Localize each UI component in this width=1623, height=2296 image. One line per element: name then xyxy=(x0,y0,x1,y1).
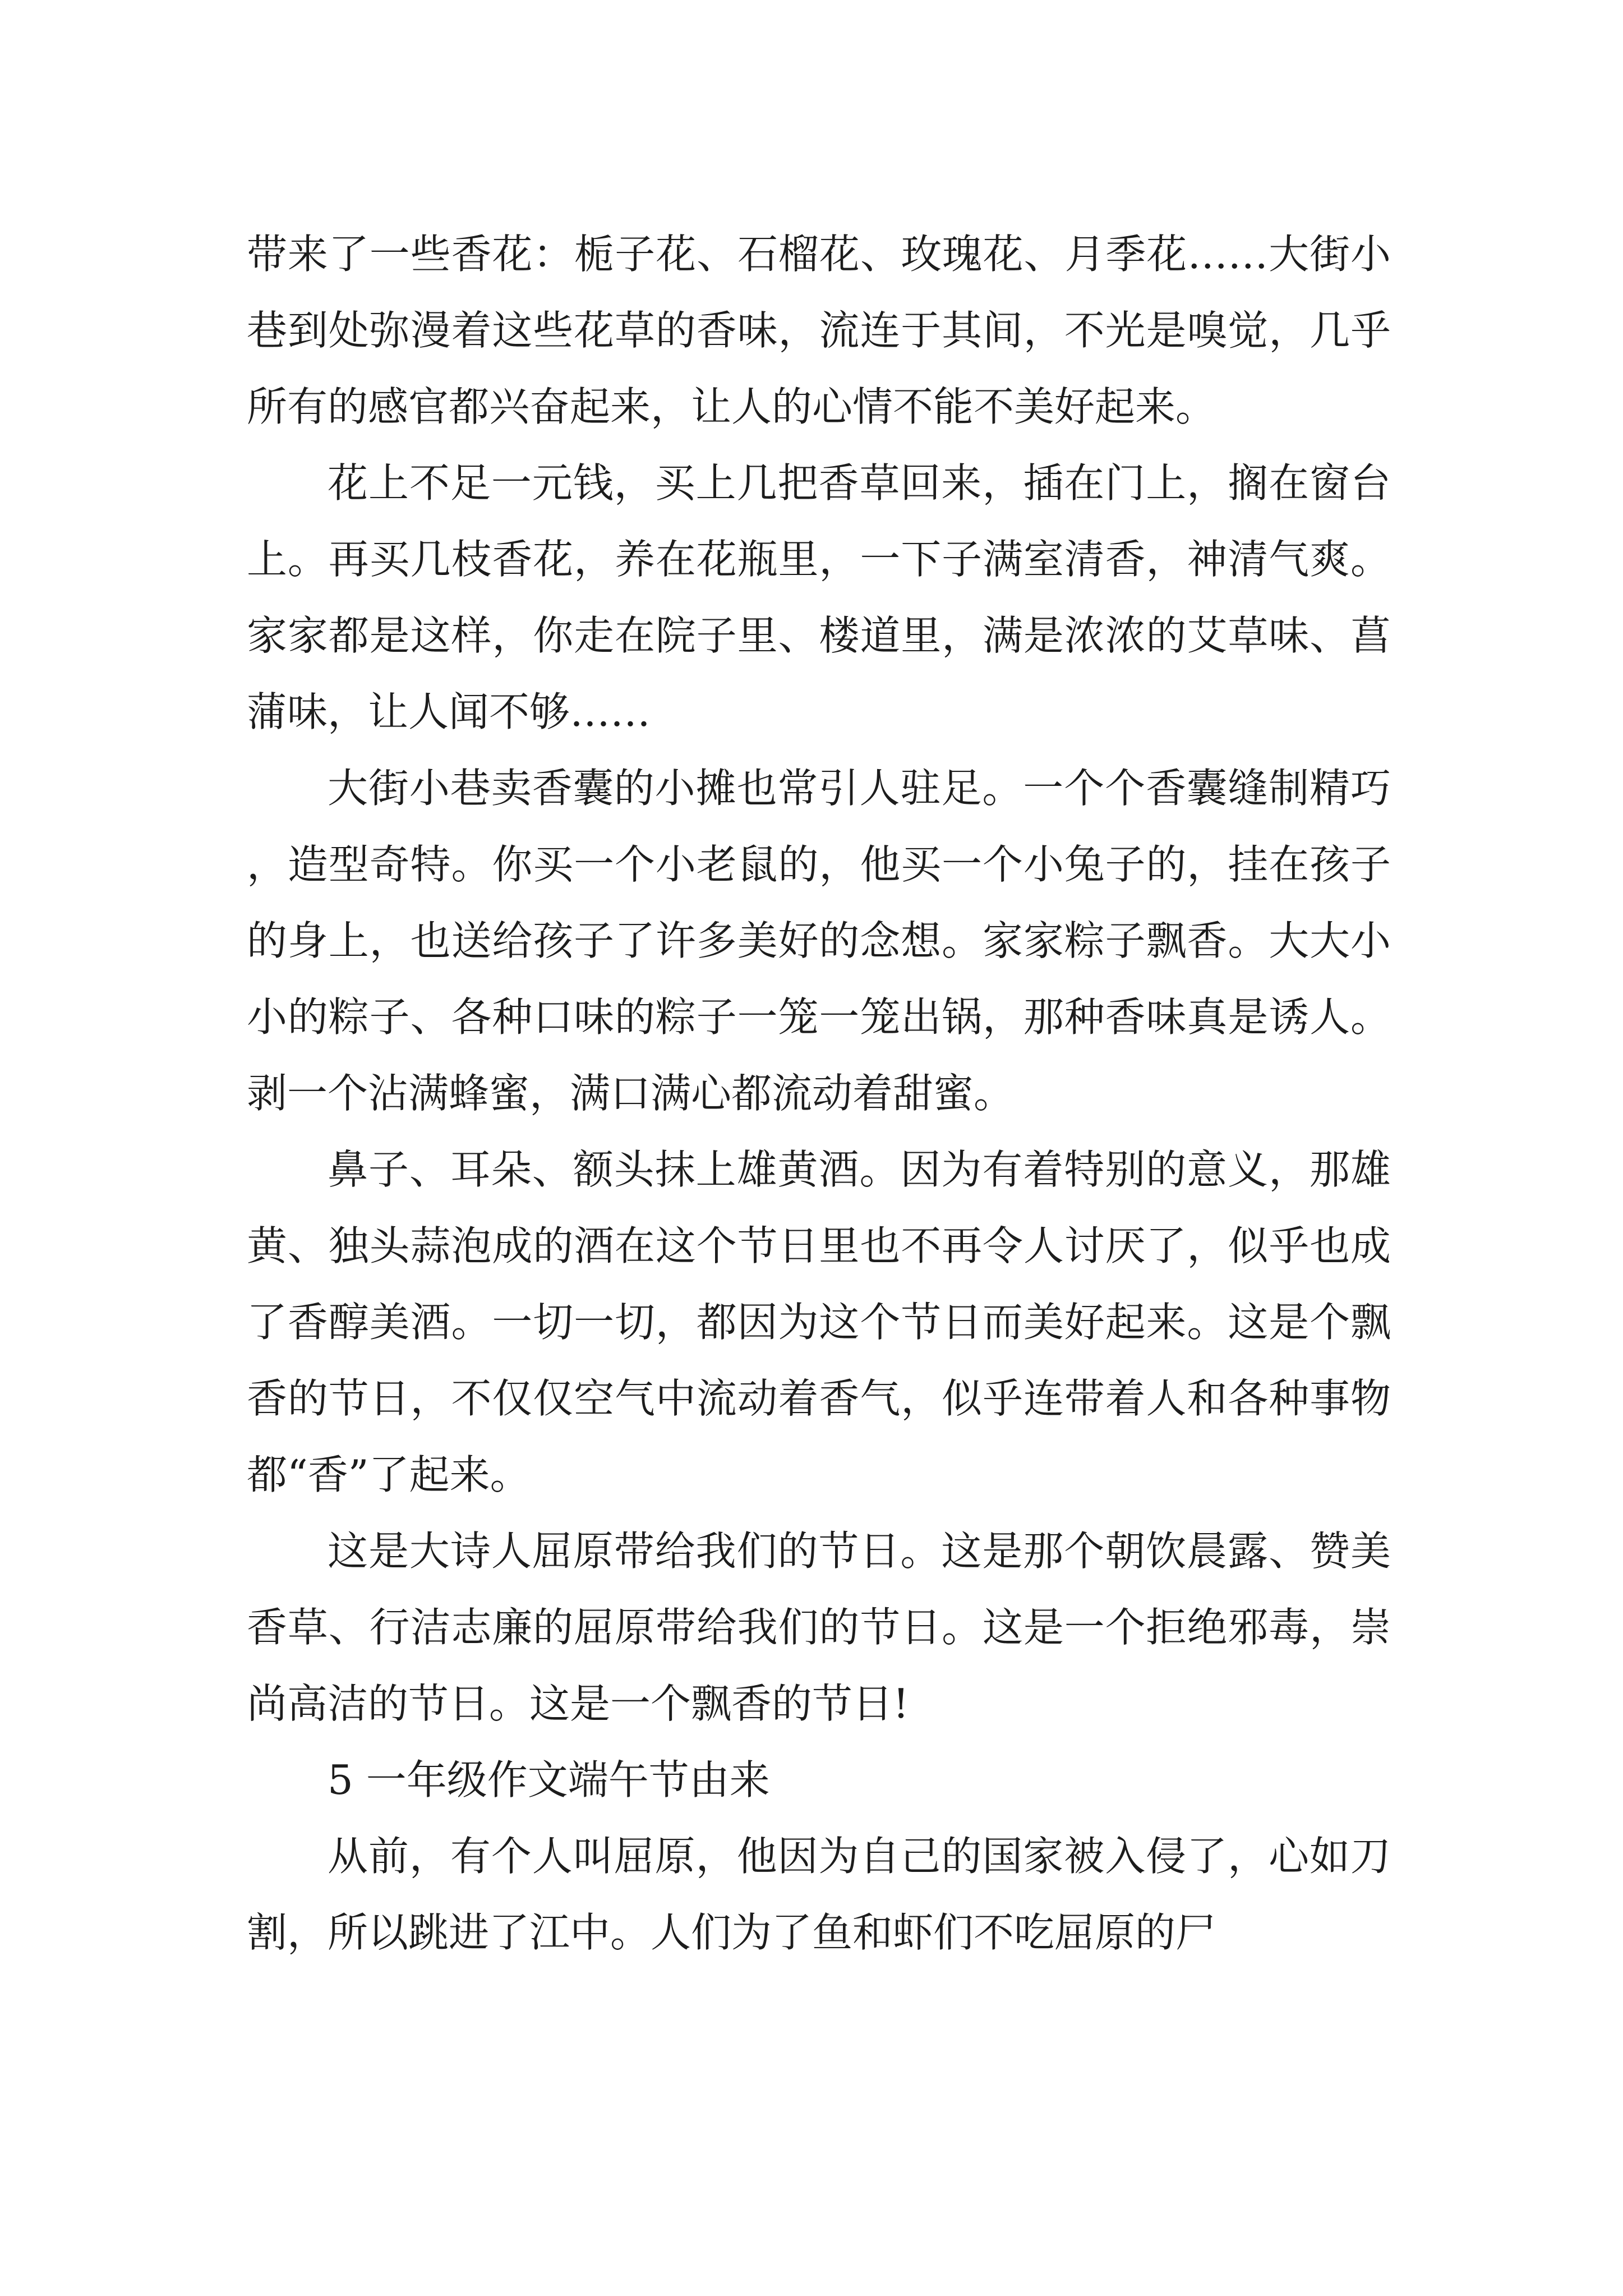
section-heading: 5 一年级作文端午节由来 xyxy=(328,1756,770,1803)
paragraph-1: 带来了一些香花：栀子花、石榴花、玫瑰花、月季花……大街小巷到处弥漫着这些花草的香味，流连于其间，不光是嗅觉，几乎所有的感官都兴奋起来，让人的心情不能不美好起来。 xyxy=(247,231,1391,430)
paragraph-4: 鼻子、耳朵、额头抹上雄黄酒。因为有着特别的意义，那雄黄、独头蒜泡成的酒在这个节日里也不再令人讨厌了，似乎也成了香醇美酒。一切一切，都因为这个节日而美好起来。这是个飘香的节日，不仅仅空气中流动着香气，似乎连带着人和各种事物都“香”了起来。 xyxy=(247,1146,1391,1498)
paragraph-5: 这是大诗人屈原带给我们的节日。这是那个朝饮晨露、赞美香草、行洁志廉的屈原带给我们的节日。这是一个拒绝邪毒，崇尚高洁的节日。这是一个飘香的节日! xyxy=(247,1527,1391,1727)
paragraph-6: 从前，有个人叫屈原，他因为自己的国家被入侵了，心如刀割，所以跳进了江中。人们为了鱼和虾们不吃屈原的尸 xyxy=(247,1833,1391,1956)
paragraph-2: 花上不足一元钱，买上几把香草回来，插在门上，搁在窗台上。再买几枝香花，养在花瓶里，一下子满室清香，神清气爽。家家都是这样，你走在院子里、楼道里，满是浓浓的艾草味、菖蒲味，让人闻不够…… xyxy=(247,459,1391,735)
document-page xyxy=(247,216,1391,1971)
paragraph-3: 大街小巷卖香囊的小摊也常引人驻足。一个个香囊缝制精巧，造型奇特。你买一个小老鼠的，他买一个小兔子的，挂在孩子的身上，也送给孩子了许多美好的念想。家家粽子飘香。大大小小的粽子、各种口味的粽子一笼一笼出锅，那种香味真是诱人。剥一个沾满蜂蜜，满口满心都流动着甜蜜。 xyxy=(247,765,1391,1117)
